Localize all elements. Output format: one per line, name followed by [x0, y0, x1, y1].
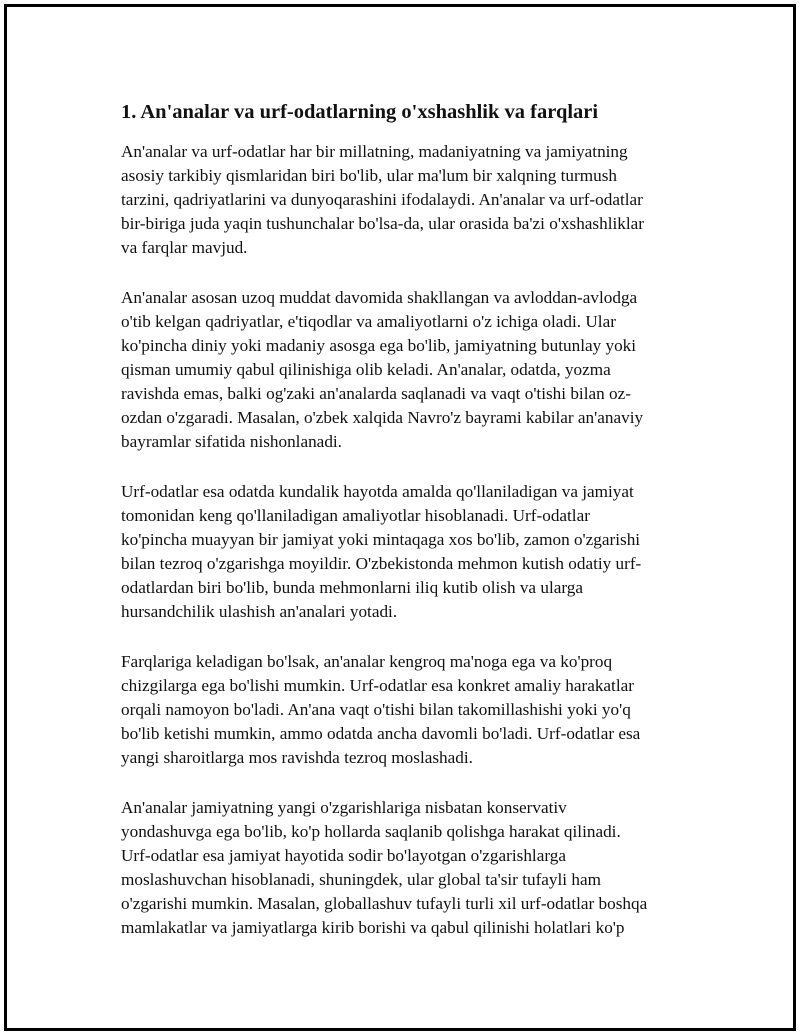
- text-line: qisman umumiy qabul qilinishiga olib keladi. An'analar, odatda, yozma: [121, 360, 611, 379]
- text-line: bilan tezroq o'zgarishga moyildir. O'zbekistonda mehmon kutish odatiy urf-: [121, 554, 642, 573]
- text-line: orqali namoyon bo'ladi. An'ana vaqt o'tishi bilan takomillashishi yoki yo'q: [121, 700, 631, 719]
- paragraph-5: [121, 796, 701, 940]
- text-line: o'zgarishi mumkin. Masalan, globallashuv tufayli turli xil urf-odatlar boshqa: [121, 894, 648, 913]
- text-line: ozdan o'zgaradi. Masalan, o'zbek xalqida Navro'z bayrami kabilar an'anaviy: [121, 408, 644, 427]
- text-line: ravishda emas, balki og'zaki an'analarda saqlanadi va vaqt o'tishi bilan oz-: [121, 384, 631, 403]
- text-line: o'tib kelgan qadriyatlar, e'tiqodlar va amaliyotlarni o'z ichiga oladi. Ular: [121, 312, 616, 331]
- text-line: odatlardan biri bo'lib, bunda mehmonlarni iliq kutib olish va ularga: [121, 578, 583, 597]
- text-line: An'analar va urf-odatlar har bir millatning, madaniyatning va jamiyatning: [121, 142, 628, 161]
- text-line: mamlakatlar va jamiyatlarga kirib borishi va qabul qilinishi holatlari ko'p: [121, 918, 625, 937]
- text-line: ko'pincha muayyan bir jamiyat yoki mintaqaga xos bo'lib, zamon o'zgarishi: [121, 530, 641, 549]
- text-line: bayramlar sifatida nishonlanadi.: [121, 432, 342, 451]
- text-line: yangi sharoitlarga mos ravishda tezroq moslashadi.: [121, 748, 473, 767]
- text-line: chizgilarga ega bo'lishi mumkin. Urf-odatlar esa konkret amaliy harakatlar: [121, 676, 634, 695]
- text-line: bir-biriga juda yaqin tushunchalar bo'lsa-da, ular orasida ba'zi o'xshashliklar: [121, 214, 644, 233]
- text-line: Urf-odatlar esa odatda kundalik hayotda amalda qo'llaniladigan va jamiyat: [121, 482, 634, 501]
- text-line: ko'pincha diniy yoki madaniy asosga ega bo'lib, jamiyatning butunlay yoki: [121, 336, 637, 355]
- paragraph-3: [121, 480, 701, 624]
- paragraph-4: [121, 650, 701, 770]
- page-frame: [4, 4, 796, 1031]
- text-line: tarzini, qadriyatlarini va dunyoqarashini ifodalaydi. An'analar va urf-odatlar: [121, 190, 643, 209]
- text-line: tomonidan keng qo'llaniladigan amaliyotlar hisoblanadi. Urf-odatlar: [121, 506, 590, 525]
- text-line: Farqlariga keladigan bo'lsak, an'analar kengroq ma'noga ega va ko'proq: [121, 652, 613, 671]
- text-line: An'analar jamiyatning yangi o'zgarishlariga nisbatan konservativ: [121, 798, 567, 817]
- text-line: asosiy tarkibiy qismlaridan biri bo'lib, ular ma'lum bir xalqning turmush: [121, 166, 617, 185]
- paragraph-1: [121, 140, 701, 260]
- text-line: Urf-odatlar esa jamiyat hayotida sodir bo'layotgan o'zgarishlarga: [121, 846, 566, 865]
- section-heading: 1. An'analar va urf-odatlarning o'xshashlik va farqlari: [121, 101, 599, 123]
- text-line: moslashuvchan hisoblanadi, shuningdek, ular global ta'sir tufayli ham: [121, 870, 601, 889]
- paragraph-2: [121, 286, 701, 454]
- text-line: bo'lib ketishi mumkin, ammo odatda ancha davomli bo'ladi. Urf-odatlar esa: [121, 724, 641, 743]
- document-body: [121, 98, 701, 966]
- text-line: An'analar asosan uzoq muddat davomida shakllangan va avloddan-avlodga: [121, 288, 638, 307]
- text-line: va farqlar mavjud.: [121, 238, 248, 257]
- text-line: hursandchilik ulashish an'analari yotadi.: [121, 602, 398, 621]
- text-line: yondashuvga ega bo'lib, ko'p hollarda saqlanib qolishga harakat qilinadi.: [121, 822, 621, 841]
